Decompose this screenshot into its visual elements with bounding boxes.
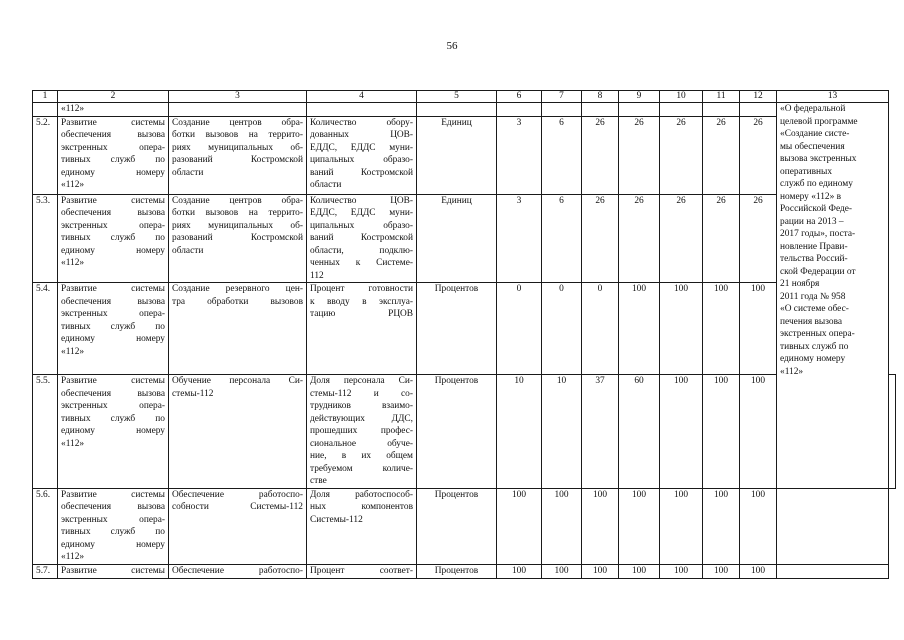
activity-cell — [169, 194, 307, 283]
cont-col8 — [582, 103, 619, 117]
indicator-line: ваний Костромской — [310, 233, 413, 243]
indicator-cell — [307, 116, 417, 194]
header-cell-4: 4 — [307, 91, 417, 103]
indicator-line: Доля персонала Си- — [310, 376, 413, 386]
header-cell-11: 11 — [703, 91, 740, 103]
event-cell — [58, 488, 169, 564]
indicator-line: Доля работоспособ- — [310, 489, 413, 500]
row-number: 5.5. — [33, 375, 58, 489]
value-cell-10: 26 — [660, 116, 703, 194]
event-line: экстренных опера- — [61, 514, 165, 525]
value-cell-7: 0 — [542, 283, 582, 375]
indicator-line: Системы-112 — [310, 514, 363, 525]
header-cell-12: 12 — [740, 91, 777, 103]
cont-col11 — [703, 103, 740, 117]
event-line: экстренных опера- — [61, 309, 165, 319]
activity-line: ботки вызовов на террито- — [172, 208, 303, 218]
event-line: обеспечения вызова — [61, 502, 165, 512]
event-line: обеспечения вызова — [61, 130, 165, 140]
indicator-line: действующих ДДС, — [310, 413, 413, 424]
event-line: тивных служб по — [61, 527, 165, 537]
activity-line: области — [172, 245, 204, 256]
value-cell-9: 26 — [619, 194, 660, 283]
event-line: Развитие системы — [61, 565, 165, 576]
indicator-cell — [307, 283, 417, 375]
event-line: единому номеру — [61, 334, 165, 344]
program-note-line: печения вызова — [780, 316, 843, 327]
program-note-line: ской Федерации от — [780, 266, 856, 277]
value-cell-10: 100 — [660, 488, 703, 564]
indicator-line: ных компонентов — [310, 502, 413, 512]
event-line: единому номеру — [61, 167, 165, 178]
header-cell-3: 3 — [169, 91, 307, 103]
indicator-line: Количество ЦОВ- — [310, 195, 413, 206]
activity-line: разований Костромской — [172, 155, 303, 165]
indicator-line: стемы-112 и со- — [310, 388, 413, 399]
event-cell — [58, 116, 169, 194]
value-cell-12: 26 — [740, 116, 777, 194]
indicators-table — [32, 90, 896, 579]
cont-col9 — [619, 103, 660, 117]
continuation-row — [33, 103, 896, 117]
indicator-line: к вводу в эксплуа- — [310, 296, 413, 307]
activity-cell — [169, 116, 307, 194]
program-note-line: «О системе обес- — [780, 304, 849, 314]
value-cell-7: 6 — [542, 194, 582, 283]
header-cell-2: 2 — [58, 91, 169, 103]
table-row — [33, 375, 896, 489]
header-cell-5: 5 — [417, 91, 497, 103]
program-note-line: «О федеральной — [780, 104, 846, 114]
cont-col10 — [660, 103, 703, 117]
activity-line: стемы-112 — [172, 388, 214, 399]
row-number: 5.6. — [33, 488, 58, 564]
program-note-line: «112» — [780, 366, 804, 377]
indicator-line: требуемом количе- — [310, 463, 413, 474]
activity-line: Создание центров обра- — [172, 195, 303, 206]
indicator-line: тацию РЦОВ — [310, 309, 413, 319]
unit-cell: Единиц — [417, 194, 497, 283]
event-cell — [58, 375, 169, 489]
empty-note-cell — [777, 488, 889, 564]
table-row — [33, 564, 896, 578]
indicator-line: дованных ЦОВ- — [310, 130, 413, 140]
indicator-line: ченных к Системе- — [310, 258, 413, 268]
indicator-line: ципальных образо- — [310, 155, 413, 165]
value-cell-6: 10 — [497, 375, 542, 489]
program-note-line: Российской Феде- — [780, 204, 853, 214]
event-line: обеспечения вызова — [61, 388, 165, 399]
activity-line: области — [172, 167, 204, 178]
value-cell-9: 100 — [619, 564, 660, 578]
value-cell-8: 100 — [582, 488, 619, 564]
activity-line: риях муниципальных об- — [172, 220, 303, 231]
program-note-line: рации на 2013 – — [780, 216, 844, 227]
indicator-line: области — [310, 180, 342, 190]
table-row — [33, 283, 896, 375]
row-number: 5.4. — [33, 283, 58, 375]
unit-cell: Процентов — [417, 564, 497, 578]
value-cell-11: 100 — [703, 564, 740, 578]
event-line: единому номеру — [61, 245, 165, 256]
value-cell-8: 26 — [582, 116, 619, 194]
event-line: обеспечения вызова — [61, 296, 165, 307]
header-cell-9: 9 — [619, 91, 660, 103]
table-row — [33, 488, 896, 564]
cont-col12 — [740, 103, 777, 117]
value-cell-9: 26 — [619, 116, 660, 194]
activity-line: риях муниципальных об- — [172, 142, 303, 153]
event-line: экстренных опера- — [61, 220, 165, 231]
indicator-line: ЕДДС, ЕДДС муни- — [310, 208, 413, 218]
program-note-line: новление Прави- — [780, 241, 848, 252]
indicator-line: стве — [310, 476, 327, 486]
header-cell-7: 7 — [542, 91, 582, 103]
event-line: «112» — [61, 346, 85, 357]
indicator-cell — [307, 488, 417, 564]
unit-cell: Процентов — [417, 375, 497, 489]
activity-cell — [169, 283, 307, 375]
value-cell-6: 100 — [497, 488, 542, 564]
event-line: тивных служб по — [61, 413, 165, 424]
value-cell-6: 3 — [497, 194, 542, 283]
indicator-line: трудников взаимо- — [310, 401, 413, 411]
event-line: «112» — [61, 180, 85, 190]
program-note-line: служб по единому — [780, 179, 853, 189]
event-line: обеспечения вызова — [61, 208, 165, 218]
value-cell-12: 100 — [740, 488, 777, 564]
program-note-line: номеру «112» в — [780, 191, 842, 202]
indicator-line: прошедших профес- — [310, 426, 413, 436]
program-note-line: 2017 годы», поста- — [780, 229, 856, 239]
activity-cell — [169, 564, 307, 578]
event-line: Развитие системы — [61, 284, 165, 294]
header-cell-6: 6 — [497, 91, 542, 103]
activity-line: собности Системы-112 — [172, 502, 303, 512]
program-note-line: «Создание систе- — [780, 129, 850, 139]
event-cell — [58, 564, 169, 578]
header-cell-10: 10 — [660, 91, 703, 103]
value-cell-10: 100 — [660, 564, 703, 578]
value-cell-6: 3 — [497, 116, 542, 194]
value-cell-9: 60 — [619, 375, 660, 489]
cont-col2: «112» — [58, 103, 169, 117]
program-note-line: тивных служб по — [780, 341, 849, 352]
value-cell-8: 100 — [582, 564, 619, 578]
event-line: экстренных опера- — [61, 142, 165, 153]
indicator-line: ние, в их общем — [310, 451, 413, 461]
value-cell-11: 100 — [703, 283, 740, 375]
event-cell — [58, 283, 169, 375]
value-cell-11: 26 — [703, 116, 740, 194]
row-number: 5.2. — [33, 116, 58, 194]
activity-cell — [169, 375, 307, 489]
value-cell-6: 100 — [497, 564, 542, 578]
header-cell-13: 13 — [777, 91, 889, 103]
value-cell-11: 26 — [703, 194, 740, 283]
value-cell-12: 100 — [740, 375, 777, 489]
indicator-line: 112 — [310, 270, 324, 281]
value-cell-12: 100 — [740, 564, 777, 578]
header-cell-8: 8 — [582, 91, 619, 103]
value-cell-12: 100 — [740, 283, 777, 375]
event-line: Развитие системы — [61, 195, 165, 206]
value-cell-11: 100 — [703, 488, 740, 564]
page-number: 56 — [446, 40, 458, 52]
activity-line: ботки вызовов на террито- — [172, 130, 303, 140]
value-cell-10: 100 — [660, 375, 703, 489]
value-cell-7: 100 — [542, 564, 582, 578]
value-cell-7: 100 — [542, 488, 582, 564]
value-cell-8: 0 — [582, 283, 619, 375]
value-cell-7: 6 — [542, 116, 582, 194]
value-cell-9: 100 — [619, 283, 660, 375]
activity-line: Создание центров обра- — [172, 117, 303, 128]
program-note-line: экстренных опера- — [780, 329, 855, 339]
event-line: единому номеру — [61, 426, 165, 436]
activity-cell — [169, 488, 307, 564]
event-line: Развитие системы — [61, 117, 165, 128]
activity-line: тра обработки вызовов — [172, 296, 303, 307]
header-cell-1: 1 — [33, 91, 58, 103]
event-line: «112» — [61, 552, 85, 562]
indicator-line: области, подклю- — [310, 245, 413, 256]
program-note-line: единому номеру — [780, 354, 846, 364]
program-note-line: оперативных — [780, 166, 833, 177]
indicator-line: Процент соответ- — [310, 565, 413, 576]
event-line: экстренных опера- — [61, 401, 165, 411]
program-note-line: 2011 года № 958 — [780, 291, 846, 302]
cont-col6 — [497, 103, 542, 117]
value-cell-6: 0 — [497, 283, 542, 375]
indicator-line: ваний Костромской — [310, 167, 413, 178]
value-cell-10: 26 — [660, 194, 703, 283]
empty-note-cell — [777, 564, 889, 578]
event-cell — [58, 194, 169, 283]
value-cell-9: 100 — [619, 488, 660, 564]
program-note-line: тельства Россий- — [780, 254, 848, 264]
value-cell-7: 10 — [542, 375, 582, 489]
event-line: тивных служб по — [61, 321, 165, 332]
indicator-line: Процент готовности — [310, 284, 413, 294]
indicator-line: сиональное обуче- — [310, 438, 413, 449]
program-note — [777, 103, 889, 489]
indicator-line: ципальных образо- — [310, 220, 413, 231]
value-cell-8: 26 — [582, 194, 619, 283]
event-line: «112» — [61, 438, 85, 449]
activity-line: Обучение персонала Си- — [172, 376, 303, 386]
cont-col4 — [307, 103, 417, 117]
cont-col3 — [169, 103, 307, 117]
event-line: тивных служб по — [61, 155, 165, 165]
indicator-line: Количество обору- — [310, 117, 413, 128]
activity-line: Обеспечение работоспо- — [172, 489, 303, 500]
table-row — [33, 116, 896, 194]
empty-note-cell — [889, 375, 896, 489]
cont-col7 — [542, 103, 582, 117]
row-number: 5.7. — [33, 564, 58, 578]
unit-cell: Процентов — [417, 488, 497, 564]
indicator-cell — [307, 375, 417, 489]
row-number: 5.3. — [33, 194, 58, 283]
value-cell-10: 100 — [660, 283, 703, 375]
value-cell-11: 100 — [703, 375, 740, 489]
table-row — [33, 194, 896, 283]
value-cell-8: 37 — [582, 375, 619, 489]
indicator-cell — [307, 194, 417, 283]
activity-line: Создание резервного цен- — [172, 284, 303, 294]
event-line: «112» — [61, 258, 85, 268]
event-line: единому номеру — [61, 539, 165, 550]
activity-line: разований Костромской — [172, 233, 303, 243]
program-note-line: 21 ноября — [780, 279, 820, 289]
program-note-line: вызова экстренных — [780, 154, 857, 164]
unit-cell: Процентов — [417, 283, 497, 375]
activity-line: Обеспечение работоспо- — [172, 565, 303, 576]
cont-col5 — [417, 103, 497, 117]
program-note-line: целевой программе — [780, 116, 858, 127]
indicator-line: ЕДДС, ЕДДС муни- — [310, 142, 413, 153]
header-row — [33, 91, 896, 103]
event-line: Развитие системы — [61, 376, 165, 386]
cont-num — [33, 103, 58, 117]
program-note-line: мы обеспечения — [780, 141, 845, 152]
value-cell-12: 26 — [740, 194, 777, 283]
unit-cell: Единиц — [417, 116, 497, 194]
indicator-cell — [307, 564, 417, 578]
event-line: тивных служб по — [61, 233, 165, 243]
event-line: Развитие системы — [61, 489, 165, 500]
